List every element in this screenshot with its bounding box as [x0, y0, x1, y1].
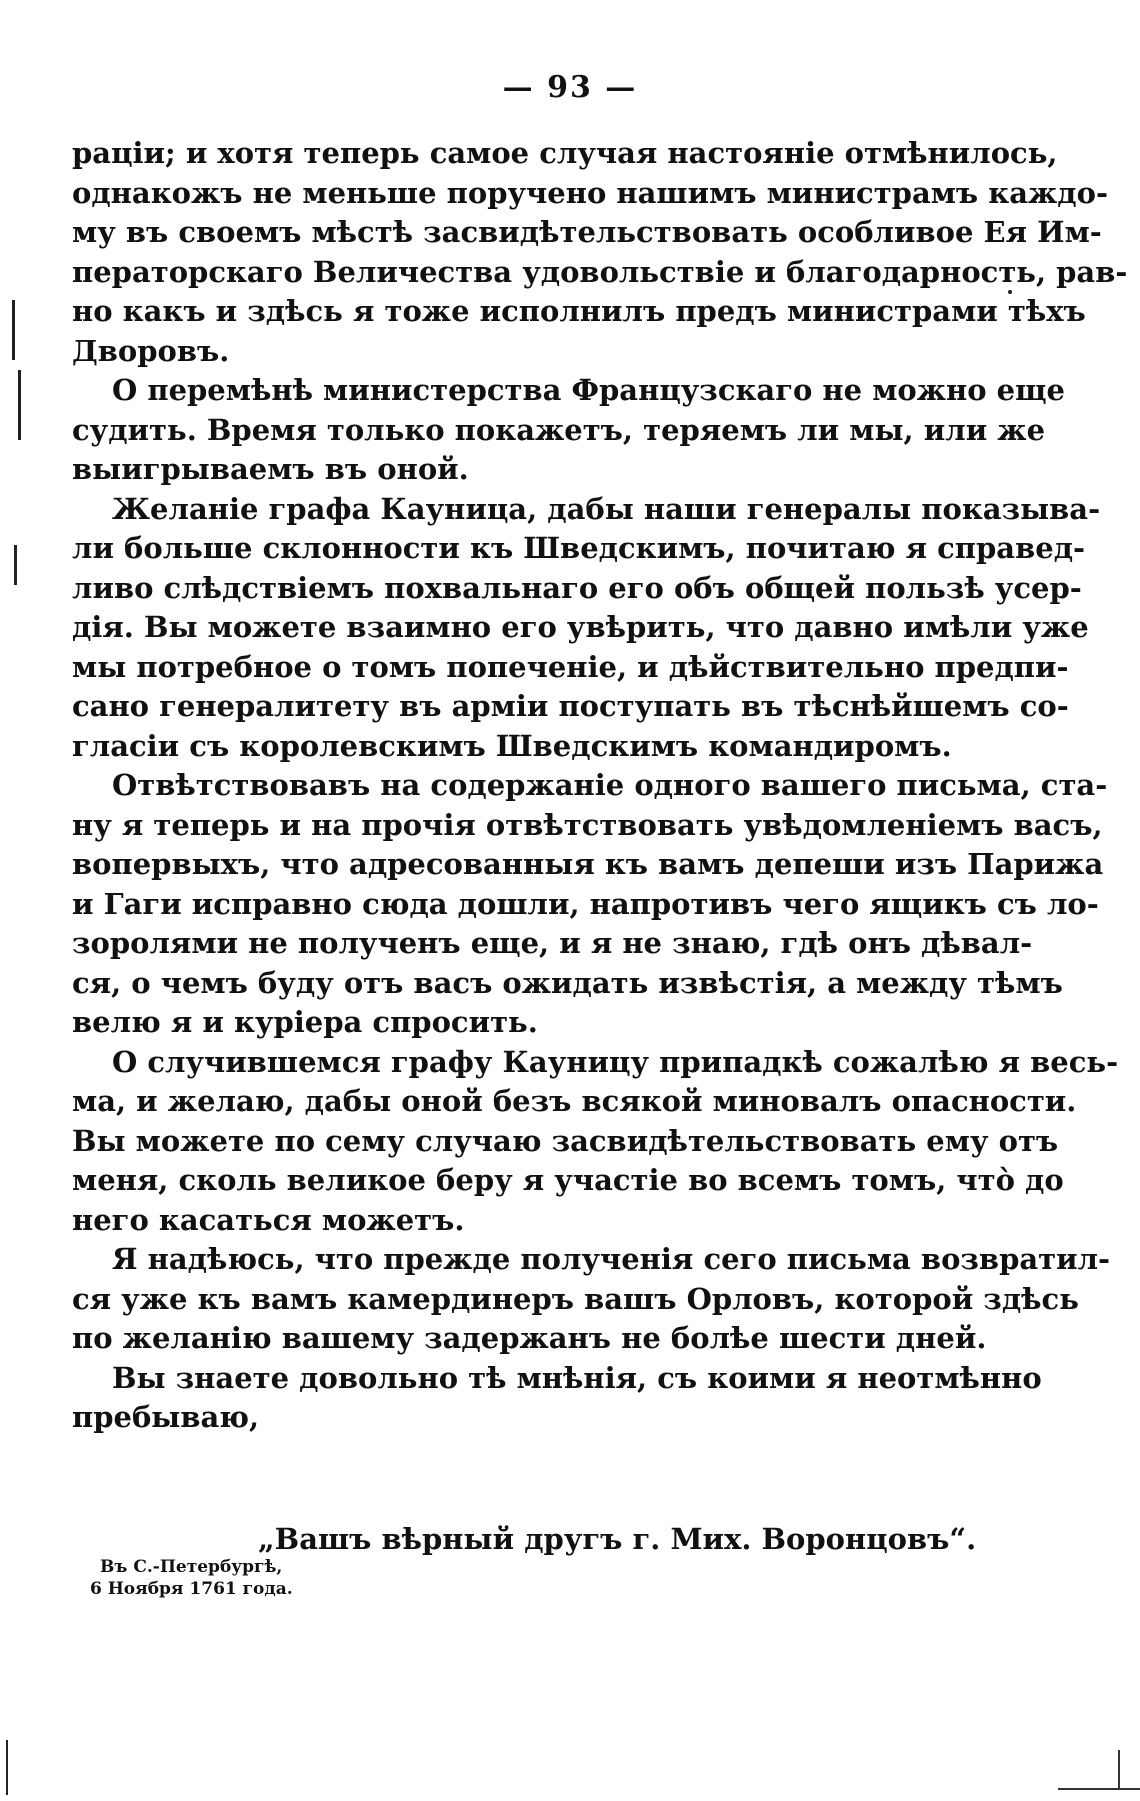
- text-line: ператорскаго Величества удовольствіе и благодарность, рав-: [72, 254, 1128, 289]
- text-line: но какъ и здѣсь я тоже исполнилъ предъ министрами тѣхъ: [72, 294, 1086, 328]
- text-line: О перемѣнѣ министерства Французскаго не можно еще: [112, 373, 1065, 407]
- place-line: Въ С.-Петербургѣ,: [100, 1557, 283, 1577]
- paragraph-4: [72, 766, 1108, 1043]
- signature-line: „Вашъ вѣрный другъ г. Мих. Воронцовъ“.: [258, 1522, 977, 1556]
- text-line: по желанію вашему задержанъ не болѣе шести дней.: [72, 1321, 987, 1355]
- text-line: сано генералитету въ арміи поступать въ тѣснѣйшемъ со-: [72, 689, 1069, 723]
- text-line: зоролями не полученъ еще, и я не знаю, гдѣ онъ дѣвал-: [72, 926, 1033, 960]
- text-line: ма, и желаю, дабы оной безъ всякой миновалъ опасности.: [72, 1084, 1077, 1118]
- text-line: и Гаги исправно сюда дошли, напротивъ чего ящикъ съ ло-: [72, 886, 1099, 921]
- text-line: Вы знаете довольно тѣ мнѣнія, съ коими я неотмѣнно: [112, 1360, 1042, 1395]
- text-line: гласіи съ королевскимъ Шведскимъ командиромъ.: [72, 728, 952, 763]
- paragraph-2: [72, 371, 1065, 490]
- text-line: ливо слѣдствіемъ похвальнаго его объ общей пользѣ усер-: [72, 570, 1082, 605]
- text-line: него касаться можетъ.: [72, 1202, 465, 1237]
- text-line: судить. Время только покажетъ, теряемъ ли мы, или же: [72, 412, 1046, 447]
- date-line: 6 Ноября 1761 года.: [90, 1579, 293, 1599]
- text-line: выигрываемъ въ оной.: [72, 452, 469, 486]
- right-dot-mark: [1008, 290, 1012, 294]
- paragraph-1: [72, 134, 1128, 371]
- left-margin-mark: [6, 1740, 8, 1795]
- text-line: пребываю,: [72, 1400, 260, 1434]
- text-line: О случившемся графу Кауницу припадкѣ сожалѣю я весь-: [112, 1044, 1119, 1079]
- paragraph-3: [72, 490, 1101, 767]
- left-margin-mark: [18, 370, 21, 440]
- left-margin-mark: [14, 545, 17, 585]
- text-line: ну я теперь и на прочія отвѣтствовать увѣдомленіемъ васъ,: [72, 807, 1103, 842]
- text-line: меня, сколь великое беру я участіе во всемъ томъ, чтò до: [72, 1163, 1064, 1197]
- text-line: Вы можете по сему случаю засвидѣтельствовать ему отъ: [72, 1123, 1059, 1158]
- text-line: ли больше склонности къ Шведскимъ, почитаю я справед-: [72, 531, 1086, 565]
- text-line: дія. Вы можете взаимно его увѣрить, что давно имѣли уже: [72, 610, 1089, 644]
- bottom-right-edge: [1118, 1750, 1120, 1790]
- bottom-right-edge: [1058, 1788, 1140, 1790]
- text-line: ся уже къ вамъ камердинеръ вашъ Орловъ, которой здѣсь: [72, 1281, 1079, 1316]
- text-line: ся, о чемъ буду отъ васъ ожидать извѣстія, а между тѣмъ: [72, 965, 1063, 1000]
- text-line: Отвѣтствовавъ на содержаніе одного вашего письма, ста-: [112, 768, 1108, 802]
- text-line: Я надѣюсь, что прежде полученія сего письма возвратил-: [112, 1242, 1111, 1276]
- page-number: — 93 —: [502, 70, 638, 105]
- place-date-block: [90, 1556, 293, 1600]
- text-line: вопервыхъ, что адресованныя къ вамъ депеши изъ Парижа: [72, 847, 1104, 881]
- text-line: Желаніе графа Кауница, дабы наши генералы показыва-: [112, 491, 1101, 526]
- text-line: велю я и куріера спросить.: [72, 1005, 538, 1039]
- text-line: раціи; и хотя теперь самое случая настояніе отмѣнилось,: [72, 136, 1058, 170]
- paragraph-7: [72, 1359, 1042, 1438]
- text-line: мы потребное о томъ попеченіе, и дѣйствительно предпи-: [72, 649, 1069, 684]
- text-line: однакожъ не меньше поручено нашимъ министрамъ каждо-: [72, 175, 1108, 210]
- letter-body: [72, 134, 1128, 1438]
- paragraph-6: [72, 1240, 1111, 1359]
- left-margin-mark: [12, 300, 15, 360]
- paragraph-5: [72, 1043, 1119, 1241]
- text-line: Дворовъ.: [72, 333, 230, 368]
- text-line: му въ своемъ мѣстѣ засвидѣтельствовать особливое Ея Им-: [72, 215, 1102, 249]
